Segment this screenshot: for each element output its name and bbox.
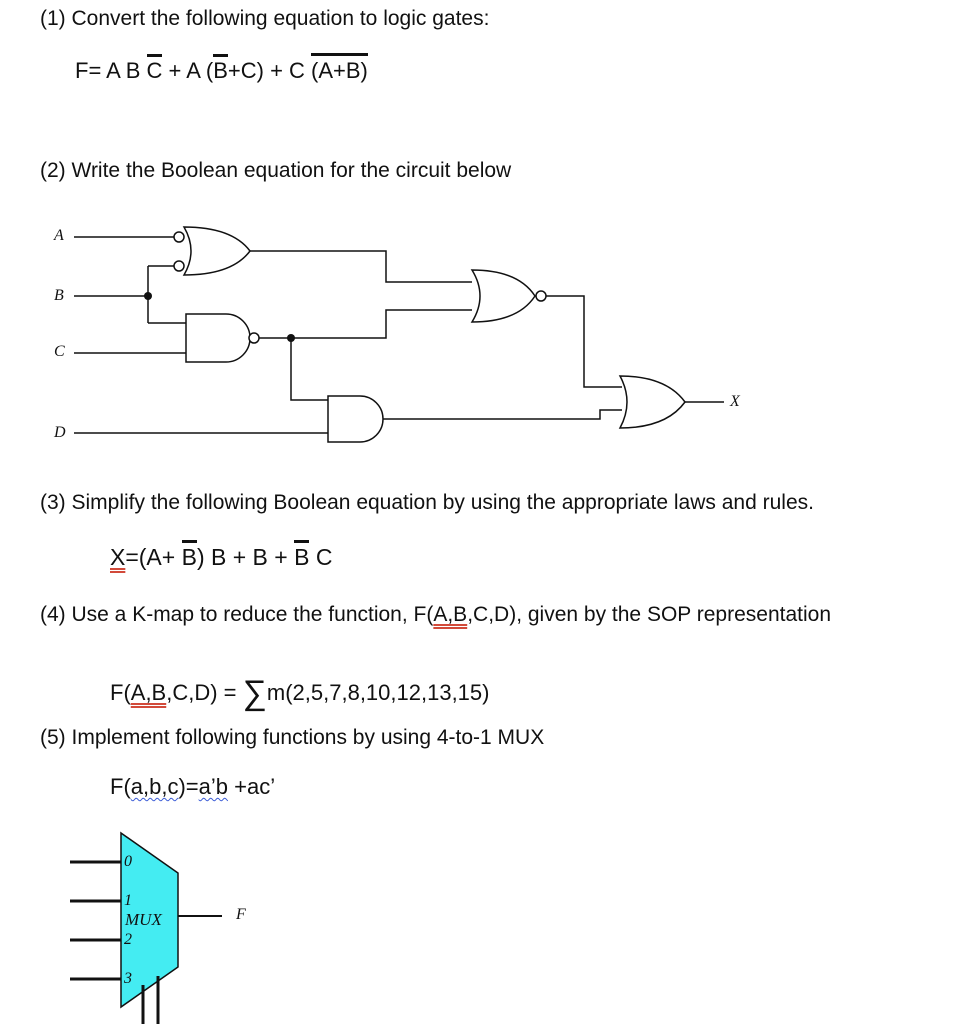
- q2-input-c: C: [54, 343, 65, 360]
- q4-eq-mid: ,C,D) =: [166, 680, 243, 705]
- q4-eq-args: A,B: [130, 680, 167, 705]
- q2-input-b: B: [54, 287, 64, 304]
- q2-input-d: D: [54, 424, 66, 441]
- q1-plus2: + C: [263, 58, 312, 83]
- q1-a-plus-b-bar: (A+B): [311, 58, 368, 83]
- q5-heading: (5) Implement following functions by using 4-to-1 MUX: [40, 726, 545, 749]
- q4-eq-pre: F(: [110, 680, 131, 705]
- q5-func-args: a,b,c: [130, 774, 179, 799]
- mux-input-0: 0: [124, 853, 132, 870]
- mux-output-f: F: [236, 906, 246, 923]
- q5-func-term: a’b: [198, 774, 229, 799]
- q4-sigma: ∑: [242, 674, 267, 712]
- mux-input-1: 1: [124, 892, 132, 909]
- q4-heading-pre: (4) Use a K-map to reduce the function, F(: [40, 603, 434, 626]
- q5-func-mid: )=: [178, 774, 199, 799]
- q4-eq-terms: m(2,5,7,8,10,12,13,15): [266, 680, 490, 705]
- q2-heading: (2) Write the Boolean equation for the circuit below: [40, 159, 512, 182]
- q3-eq-part3: C: [309, 544, 333, 570]
- q4-heading-post: ,C,D), given by the SOP representation: [467, 603, 832, 626]
- mux-label: MUX: [125, 910, 162, 929]
- q1-heading: (1) Convert the following equation to logic gates:: [40, 7, 490, 30]
- q1-plus1: + A: [162, 58, 206, 83]
- q3-heading: (3) Simplify the following Boolean equation by using the appropriate laws and rules.: [40, 491, 814, 514]
- q4-heading-args: A,B: [433, 603, 468, 626]
- q3-b-bar2: B: [294, 544, 310, 570]
- q3-eq-part2: ) B + B +: [196, 544, 295, 570]
- q2-output-x: X: [730, 393, 740, 410]
- q3-x: X: [110, 544, 126, 570]
- q2-input-a: A: [54, 227, 64, 244]
- q3-b-bar1: B: [181, 544, 197, 570]
- mux-input-2: 2: [124, 931, 132, 948]
- q3-eq-part1: =(A+: [125, 544, 182, 570]
- q5-func-pre: F(: [110, 774, 131, 799]
- q5-func-post: +ac’: [228, 774, 276, 799]
- q1-eq-prefix: F= A B: [75, 58, 147, 83]
- mux-input-3: 3: [124, 970, 132, 987]
- q1-b-bar-c: (B+C): [205, 58, 264, 83]
- q1-b-bar: B: [213, 58, 228, 83]
- q1-c-bar: C: [146, 58, 163, 83]
